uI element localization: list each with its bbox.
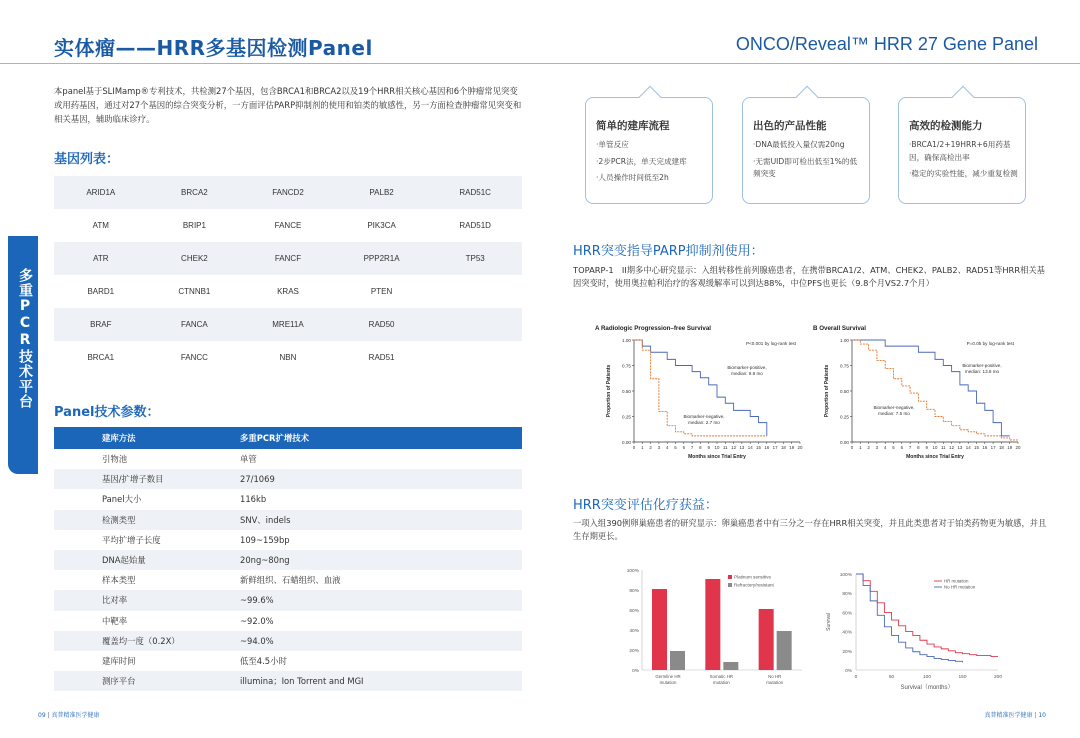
y-tick-label: 20% (629, 649, 639, 654)
box-pointer (796, 86, 819, 109)
gene-row (54, 275, 522, 308)
x-tick-label: 7 (908, 445, 912, 450)
y-tick-label: 20% (842, 649, 852, 655)
param-value: ~94.0% (240, 635, 274, 646)
x-tick-label: 15 (974, 445, 979, 450)
feature-item: ·稳定的实验性能，减少重复检测 (909, 169, 1018, 178)
header-divider (0, 63, 1080, 64)
x-tick-label: 19 (1007, 445, 1013, 450)
x-tick-label: 11 (723, 445, 728, 450)
legend-label: Platinum sensitive (734, 574, 772, 580)
series-label: median: 13.8 mo (964, 369, 1000, 374)
param-name: 建库时间 (102, 655, 136, 666)
chemo-section-title: HRR突变评估化疗获益： (573, 498, 718, 513)
x-tick-label: 10 (932, 445, 938, 450)
x-tick-label: 200 (993, 675, 1003, 680)
gene-cell: RAD51D (459, 221, 491, 230)
bar-resistant (777, 631, 792, 670)
x-tick-label: 8 (699, 445, 702, 450)
bar-resistant (723, 662, 738, 670)
x-tick-label: 9 (925, 445, 928, 450)
feature-item: ·DNA最低投入量仅需20ng (753, 140, 845, 149)
x-tick-label: 13 (957, 445, 963, 450)
y-tick-label: 100% (626, 569, 639, 574)
footer-right-brand: 真普精准医学健康 (984, 712, 1033, 719)
x-tick-label: 16 (764, 445, 770, 450)
bar-sensitive (652, 589, 667, 670)
x-tick-label: 12 (949, 445, 955, 450)
gene-cell: MRE11A (272, 320, 304, 329)
param-value: SNV、indels (240, 514, 291, 525)
x-tick-label: 3 (875, 445, 879, 450)
param-value: 新鲜组织、石蜡组织、血液 (240, 575, 341, 586)
param-table-header (54, 427, 522, 449)
y-tick-label: 0.75 (622, 363, 631, 369)
param-value: ~92.0% (240, 615, 274, 626)
param-value: illumina；Ion Torrent and MGI (240, 676, 364, 687)
series-label: median: 7.5 mo (878, 411, 910, 416)
category-label: Germline HR (655, 674, 681, 679)
gene-cell: FANCE (274, 221, 302, 230)
x-tick-label: 6 (682, 445, 686, 450)
y-tick-label: 0.25 (840, 414, 849, 420)
y-tick-label: 0.00 (622, 439, 631, 445)
y-axis-label: Proportion of Patients (606, 364, 612, 418)
footer-left-brand: 真普精准医学健康 (51, 712, 100, 719)
feature-item: ·2步PCR法，单天完成建库 (596, 156, 687, 166)
y-tick-label: 0.50 (840, 388, 849, 394)
x-tick-label: 18 (780, 445, 786, 450)
gene-cell: PTEN (370, 287, 393, 296)
y-tick-label: 0% (845, 669, 852, 674)
param-row (54, 671, 522, 691)
gene-cell: PALB2 (369, 188, 394, 197)
param-value: 低至4.5小时 (240, 655, 287, 666)
footer-left: 09 | 真普精准医学健康 (38, 712, 100, 719)
x-tick-label: 8 (917, 445, 920, 450)
x-tick-label: 17 (772, 445, 778, 450)
param-row (54, 550, 522, 570)
x-tick-label: 19 (789, 445, 795, 450)
intro-paragraph: 本panel基于SLIMamp®专利技术，共检测27个基因，包含BRCA1和BRCA2以及19个HRR相关核心基因和6个肿瘤常见突变或用药基因，通过对27个基因的综合突变分析，一方面评估PARP抑制剂的使用和铂类的敏感性，另一方面检查肿瘤常见突变和相关基因，辅助临床诊疗。 (54, 86, 522, 124)
series-label: Biomarker-negative, (873, 405, 915, 410)
gene-cell: BRCA2 (181, 188, 208, 197)
x-axis-label: Months since Trial Entry (906, 454, 964, 460)
gene-cell: FANCD2 (272, 188, 304, 197)
param-value: 20ng~80ng (240, 555, 290, 566)
feature-box-workflow (585, 97, 713, 204)
panel-params-title: Panel技术参数： (54, 405, 160, 420)
param-row (54, 489, 522, 509)
gene-cell: KRAS (277, 287, 299, 296)
gene-cell: BRAF (90, 320, 112, 329)
side-tab-label: 多重PCR技术平台 (17, 268, 33, 409)
gene-row (54, 308, 522, 341)
y-tick-label: 80% (842, 592, 852, 598)
x-tick-label: 10 (714, 445, 720, 450)
y-tick-label: 40% (842, 630, 852, 636)
page-title: 实体瘤——HRR多基因检测Panel (54, 36, 373, 60)
gene-cell: NBN (279, 353, 297, 362)
series-label: median: 9.8 mo (731, 371, 763, 376)
y-tick-label: 1.00 (622, 337, 631, 343)
footer-right: 真普精准医学健康 | 10 (984, 712, 1046, 719)
legend-swatch (728, 583, 732, 587)
param-name: 中靶率 (102, 615, 128, 626)
km-curve-positive (852, 340, 1010, 436)
gene-cell: CTNNB1 (178, 287, 211, 296)
category-label: No HR (768, 674, 782, 679)
param-row (54, 611, 522, 631)
feature-title: 简单的建库流程 (596, 120, 670, 132)
param-name: 覆盖均一度（0.2X） (102, 635, 180, 646)
series-label: Biomarker-negative, (683, 414, 725, 419)
platinum-bar-chart (612, 562, 808, 694)
param-name: 平均扩增子长度 (102, 534, 161, 545)
y-tick-label: 0.25 (622, 414, 631, 420)
gene-cell: BRIP1 (182, 221, 206, 230)
x-tick-label: 18 (998, 445, 1004, 450)
gene-cell: RAD51C (459, 188, 491, 197)
y-tick-label: 0% (632, 669, 639, 674)
legend-label: HR mutation (944, 578, 969, 584)
x-tick-label: 0 (632, 445, 636, 450)
x-tick-label: 17 (990, 445, 996, 450)
y-axis-label: Survival (826, 613, 832, 631)
gene-row (54, 209, 522, 242)
param-header-tech: 多重PCR扩增技术 (240, 433, 309, 443)
param-name: DNA起始量 (102, 555, 146, 566)
y-tick-label: 60% (629, 609, 639, 614)
x-axis-label: Months since Trial Entry (688, 454, 746, 460)
gene-cell: ARID1A (86, 188, 116, 197)
param-name: 样本类型 (102, 575, 136, 586)
category-label: mutation (712, 680, 730, 685)
gene-row (54, 341, 522, 374)
legend-swatch (728, 575, 732, 579)
y-tick-label: 40% (629, 629, 639, 634)
feature-title: 高效的检测能力 (909, 120, 983, 132)
gene-cell: RAD50 (368, 320, 395, 329)
gene-table (54, 176, 522, 374)
x-tick-label: 3 (657, 445, 661, 450)
param-value: ~99.6% (240, 595, 274, 606)
legend-label: No HR mutation (944, 584, 976, 590)
gene-cell: ATR (93, 254, 109, 263)
x-tick-label: 20 (1015, 445, 1021, 450)
gene-cell: FANCF (274, 254, 302, 263)
y-tick-label: 0.00 (840, 439, 849, 445)
x-tick-label: 1 (641, 445, 644, 450)
param-value: 109~159bp (240, 534, 290, 545)
chart-panel-title: A Radiologic Progression–free Survival (595, 325, 711, 332)
x-tick-label: 150 (958, 675, 967, 680)
y-axis-label: Proportion of Patients (824, 364, 830, 418)
y-tick-label: 80% (629, 589, 639, 594)
feature-title: 出色的产品性能 (753, 120, 827, 132)
x-tick-label: 4 (665, 445, 669, 450)
x-tick-label: 50 (888, 675, 895, 680)
x-tick-label: 5 (892, 445, 895, 450)
param-name: Panel大小 (102, 494, 142, 505)
feature-item: ·无需UID即可检出低至1%的低频突变 (753, 156, 858, 178)
param-row (54, 570, 522, 590)
x-tick-label: 11 (941, 445, 946, 450)
box-pointer (952, 86, 975, 109)
y-tick-label: 0.75 (840, 363, 849, 369)
gene-row (54, 242, 522, 275)
feature-box-performance (742, 97, 870, 204)
gene-cell: CHEK2 (181, 254, 208, 263)
gene-row (54, 176, 522, 209)
category-label: Somatic HR (709, 674, 734, 679)
param-row (54, 631, 522, 651)
y-tick-label: 0.50 (622, 388, 631, 394)
feature-box-detection (898, 97, 1026, 204)
box-pointer (639, 86, 662, 109)
page-number-left: 09 (38, 712, 46, 719)
x-tick-label: 5 (674, 445, 677, 450)
chart-pvalue: P<0.001 by log-rank test (746, 341, 796, 346)
page-number-right: 10 (1038, 712, 1046, 719)
gene-list-title: 基因列表： (54, 152, 120, 167)
param-row (54, 510, 522, 530)
param-value: 27/1069 (240, 474, 275, 485)
x-tick-label: 7 (690, 445, 694, 450)
param-row (54, 590, 522, 610)
x-tick-label: 13 (739, 445, 745, 450)
param-table (54, 427, 522, 691)
bar-sensitive (759, 609, 774, 670)
chart-panel-title: B Overall Survival (813, 325, 866, 332)
param-row (54, 651, 522, 671)
x-tick-label: 15 (756, 445, 761, 450)
param-name: 比对率 (102, 595, 128, 606)
param-name: 测序平台 (102, 676, 136, 687)
gene-cell: ATM (92, 221, 109, 230)
x-tick-label: 20 (797, 445, 803, 450)
x-tick-label: 14 (965, 445, 971, 450)
param-row (54, 530, 522, 550)
x-tick-label: 100 (922, 675, 932, 680)
param-header-method: 建库方法 (102, 433, 136, 443)
series-label: Biomarker-positive, (727, 365, 767, 370)
parp-section-title: HRR突变指导PARP抑制剂使用： (573, 244, 764, 259)
x-tick-label: 9 (707, 445, 710, 450)
y-tick-label: 60% (842, 611, 852, 617)
x-tick-label: 4 (883, 445, 887, 450)
x-tick-label: 6 (900, 445, 904, 450)
param-name: 引物池 (102, 454, 128, 465)
chemo-section-text: 一项入组390例卵巢癌患者的研究显示：卵巢癌患者中有三分之一存在HRR相关突变，并且此类患者对于铂类药物更为敏感，并且生存期更长。 (573, 518, 1047, 541)
panel-name: ONCO/Reveal™ HRR 27 Gene Panel (735, 34, 1038, 54)
gene-cell: BARD1 (87, 287, 115, 296)
gene-cell: PIK3CA (367, 221, 396, 230)
feature-item: ·单管反应 (596, 140, 629, 149)
x-tick-label: 14 (747, 445, 753, 450)
x-tick-label: 2 (867, 445, 870, 450)
param-row (54, 449, 522, 469)
category-label: mutation (659, 680, 677, 685)
km-chart-os (810, 320, 1028, 472)
param-value: 116kb (240, 494, 267, 505)
feature-item: ·BRCA1/2+19HRR+6用药基因，确保高检出率 (909, 140, 1011, 162)
param-name: 检测类型 (102, 514, 136, 525)
gene-cell: RAD51 (368, 353, 395, 362)
category-label: mutation (766, 680, 784, 685)
x-tick-label: 16 (982, 445, 988, 450)
series-label: Biomarker-positive, (962, 363, 1002, 368)
legend-label: Refractory/resistant (734, 582, 774, 588)
series-label: median: 2.7 mo (688, 420, 720, 425)
x-tick-label: 2 (649, 445, 652, 450)
survival-line-chart (822, 568, 1008, 694)
gene-cell: PPP2R1A (363, 254, 400, 263)
param-row (54, 469, 522, 489)
param-value: 单管 (240, 454, 257, 465)
y-tick-label: 1.00 (840, 337, 849, 343)
y-tick-label: 100% (839, 573, 852, 578)
bar-resistant (670, 651, 685, 670)
x-tick-label: 0 (854, 675, 858, 680)
chart-pvalue: P=0.05 by log-rank test (966, 341, 1014, 346)
km-chart-pfs (592, 320, 810, 472)
x-tick-label: 1 (859, 445, 862, 450)
gene-cell: BRCA1 (87, 353, 115, 362)
bar-sensitive (705, 579, 720, 670)
x-tick-label: 0 (850, 445, 854, 450)
feature-item: ·人员操作时间低至2h (596, 173, 669, 182)
param-name: 基因/扩增子数目 (102, 474, 164, 485)
parp-section-text: TOPARP-1 II期多中心研究显示：入组转移性前列腺癌患者，在携带BRCA1/2、ATM、CHEK2、PALB2、RAD51等HRR相关基因突变时，使用奥拉帕利治疗的客观缓解率可以到达88%，中位PFS也更长（9.8个月VS2.7个月） (573, 265, 1045, 288)
x-tick-label: 12 (731, 445, 737, 450)
x-axis-label: Survival（months） (900, 685, 954, 691)
gene-cell: FANCA (181, 320, 208, 329)
gene-cell: TP53 (465, 254, 485, 263)
gene-cell: FANCC (180, 353, 208, 362)
